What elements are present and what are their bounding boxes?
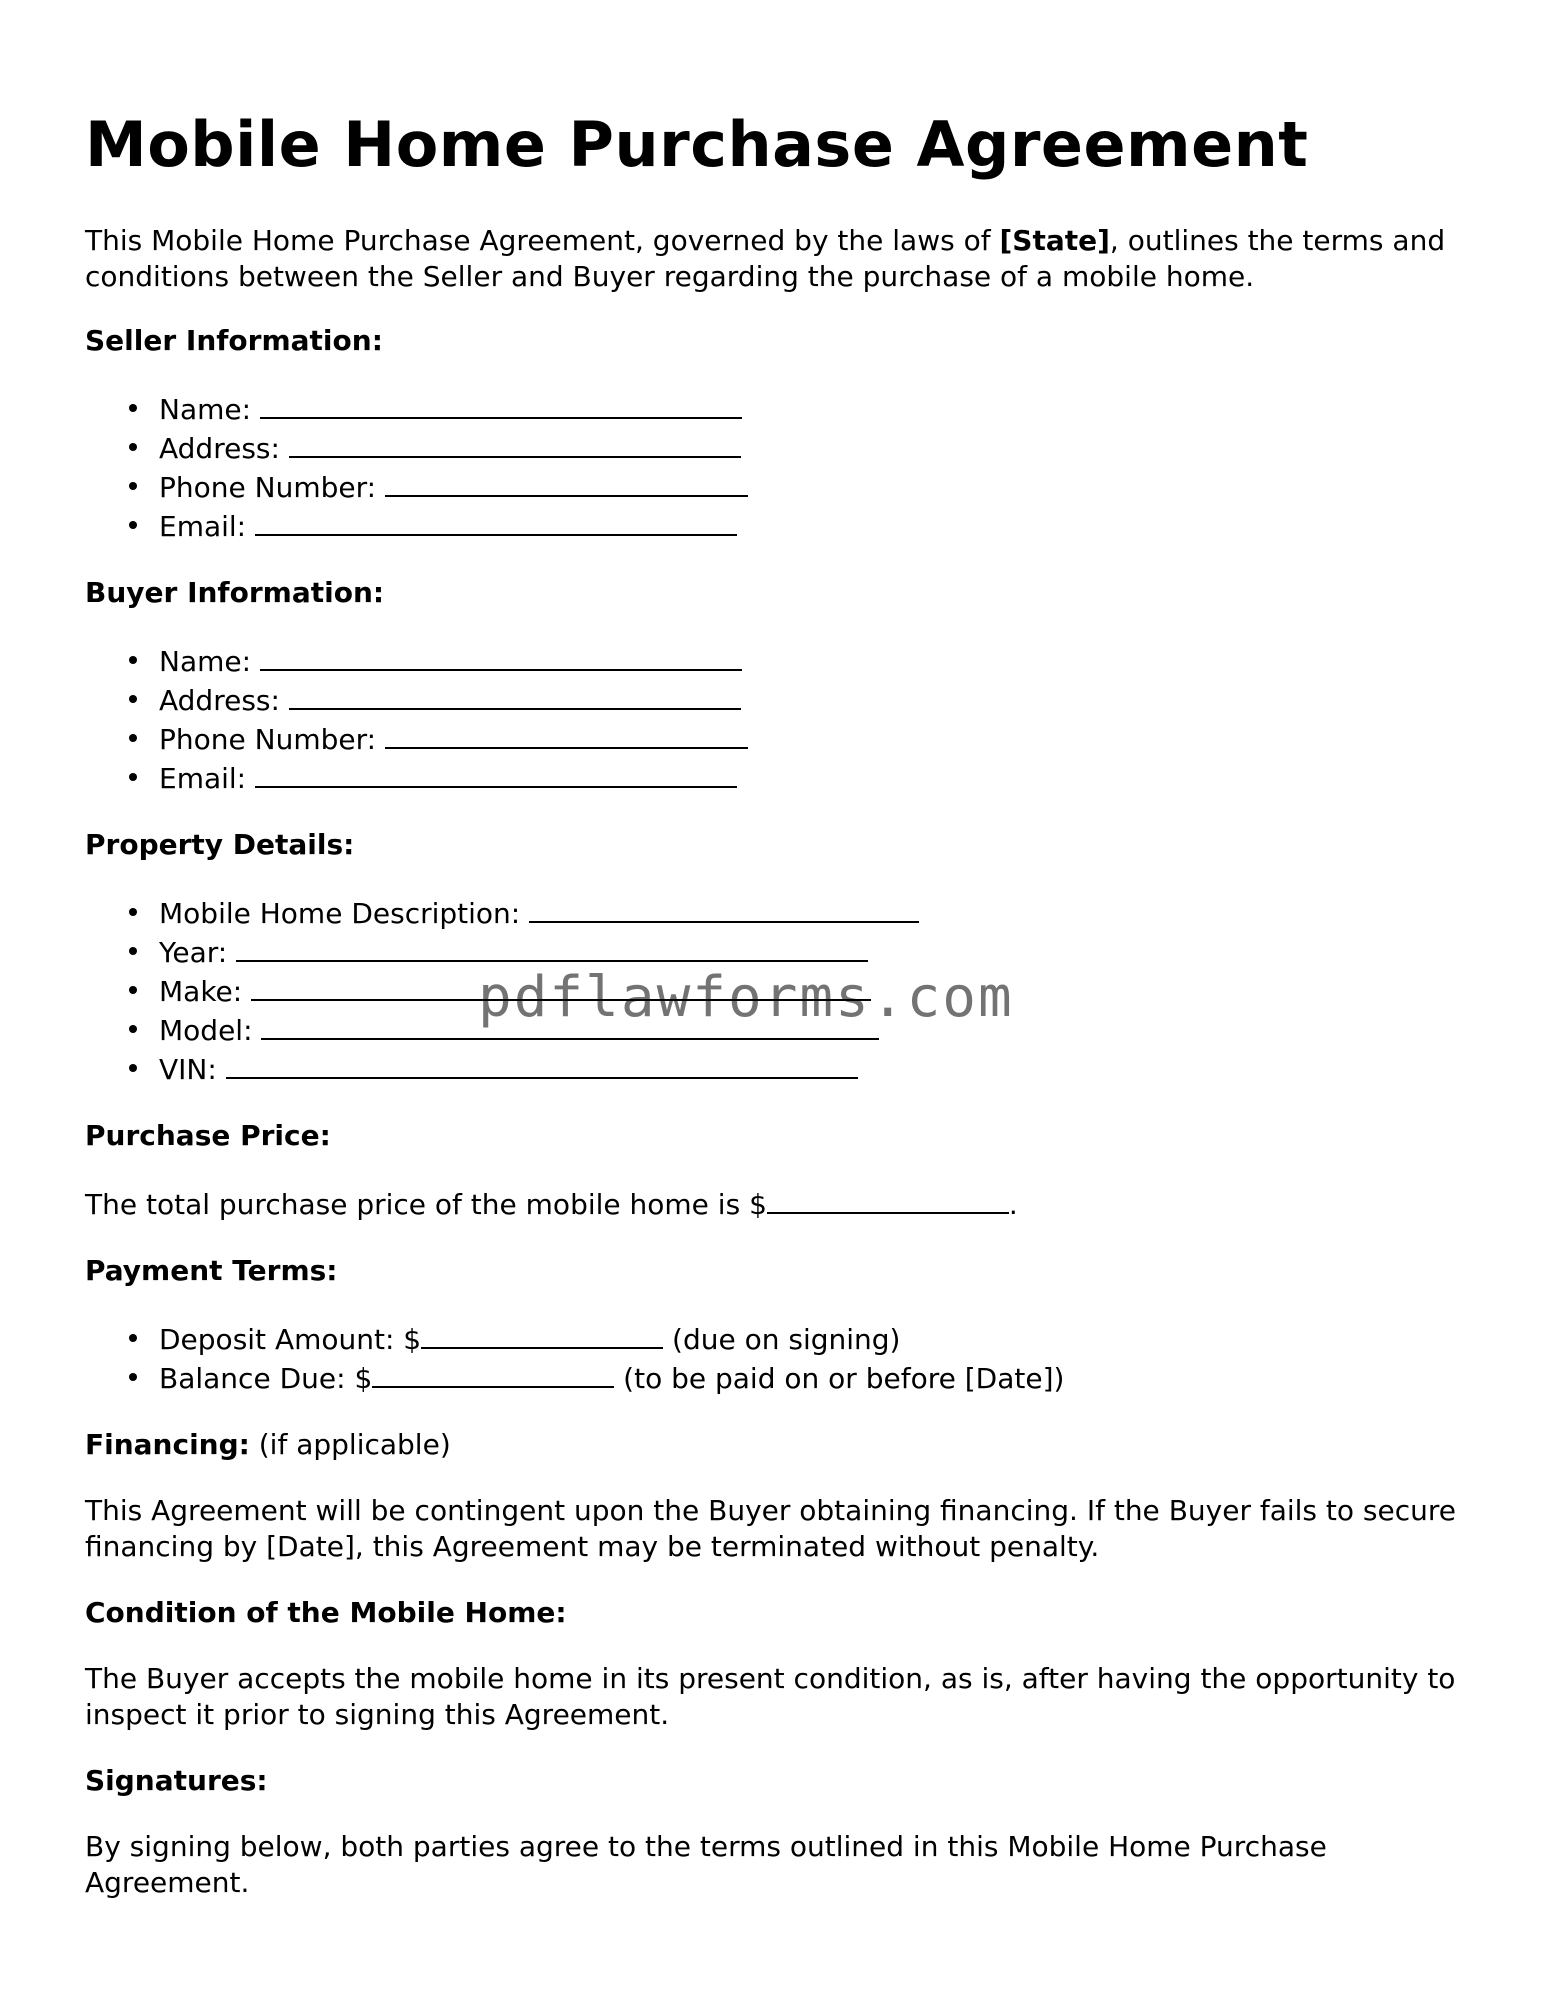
property-vin-blank[interactable] xyxy=(226,1049,858,1079)
seller-fields-list xyxy=(85,389,1465,545)
buyer-email-blank[interactable] xyxy=(255,758,737,788)
purchase-price-period: . xyxy=(1008,1188,1018,1221)
buyer-address-blank[interactable] xyxy=(289,680,741,710)
intro-text-start: This Mobile Home Purchase Agreement, governed by the laws of xyxy=(85,224,1000,257)
purchase-price-heading: Purchase Price: xyxy=(85,1119,331,1152)
field-label: Name: xyxy=(159,645,252,678)
property-heading: Property Details: xyxy=(85,828,355,861)
seller-phone-field xyxy=(159,467,1465,506)
balance-note: (to be paid on or before [Date]) xyxy=(614,1362,1065,1395)
seller-email-field xyxy=(159,506,1465,545)
field-label: Email: xyxy=(159,762,247,795)
buyer-fields-list xyxy=(85,641,1465,797)
watermark: pdflawforms.com xyxy=(478,965,1014,1030)
seller-address-blank[interactable] xyxy=(289,428,741,458)
financing-heading: Financing: xyxy=(85,1428,250,1461)
field-label: Make: xyxy=(159,975,243,1008)
signatures-heading: Signatures: xyxy=(85,1764,268,1797)
field-label: Phone Number: xyxy=(159,471,377,504)
field-label: VIN: xyxy=(159,1053,217,1086)
buyer-email-field xyxy=(159,758,1465,797)
field-label: Email: xyxy=(159,510,247,543)
seller-email-blank[interactable] xyxy=(255,506,737,536)
field-label: Mobile Home Description: xyxy=(159,897,521,930)
balance-label: Balance Due: $ xyxy=(159,1362,373,1395)
seller-phone-blank[interactable] xyxy=(385,467,748,497)
buyer-phone-blank[interactable] xyxy=(385,719,748,749)
field-label: Year: xyxy=(159,936,228,969)
document-page xyxy=(85,0,1465,1901)
balance-due-blank[interactable] xyxy=(372,1358,614,1388)
condition-heading: Condition of the Mobile Home: xyxy=(85,1596,567,1629)
payment-terms-list xyxy=(85,1319,1465,1397)
financing-heading-note: (if applicable) xyxy=(249,1428,451,1461)
buyer-address-field xyxy=(159,680,1465,719)
deposit-label: Deposit Amount: $ xyxy=(159,1323,422,1356)
condition-paragraph: The Buyer accepts the mobile home in its present condition, as is, after having the opportunity to inspect it prior to signing this Agreement. xyxy=(85,1662,1456,1731)
property-year-blank[interactable] xyxy=(236,932,868,962)
buyer-name-blank[interactable] xyxy=(260,641,742,671)
purchase-price-paragraph xyxy=(85,1184,1465,1223)
property-vin-field xyxy=(159,1049,1465,1088)
seller-name-blank[interactable] xyxy=(260,389,742,419)
buyer-phone-field xyxy=(159,719,1465,758)
property-description-blank[interactable] xyxy=(529,893,919,923)
intro-state: [State] xyxy=(999,224,1110,257)
purchase-price-text: The total purchase price of the mobile home is $ xyxy=(85,1188,767,1221)
property-description-field xyxy=(159,893,1465,932)
financing-heading-line xyxy=(85,1427,1465,1463)
field-label: Name: xyxy=(159,393,252,426)
field-label: Phone Number: xyxy=(159,723,377,756)
signatures-paragraph: By signing below, both parties agree to the terms outlined in this Mobile Home Purchase Agreement. xyxy=(85,1830,1327,1899)
financing-paragraph: This Agreement will be contingent upon the Buyer obtaining financing. If the Buyer fails to secure financing by [Date], this Agreement may be terminated without penalty. xyxy=(85,1494,1457,1563)
buyer-name-field xyxy=(159,641,1465,680)
seller-heading: Seller Information: xyxy=(85,324,383,357)
document-title: Mobile Home Purchase Agreement xyxy=(85,108,1309,181)
field-label: Model: xyxy=(159,1014,253,1047)
deposit-amount-blank[interactable] xyxy=(421,1319,663,1349)
seller-address-field xyxy=(159,428,1465,467)
deposit-note: (due on signing) xyxy=(663,1323,901,1356)
field-label: Address: xyxy=(159,432,280,465)
field-label: Address: xyxy=(159,684,280,717)
intro-paragraph xyxy=(85,223,1465,295)
deposit-amount-field xyxy=(159,1319,1465,1358)
seller-name-field xyxy=(159,389,1465,428)
intro-text-end: , outlines the terms and conditions between the Seller and Buyer regarding the purchase of a mobile home. xyxy=(85,224,1446,293)
payment-terms-heading: Payment Terms: xyxy=(85,1254,338,1287)
balance-due-field xyxy=(159,1358,1465,1397)
buyer-heading: Buyer Information: xyxy=(85,576,385,609)
purchase-price-blank[interactable] xyxy=(767,1184,1009,1214)
